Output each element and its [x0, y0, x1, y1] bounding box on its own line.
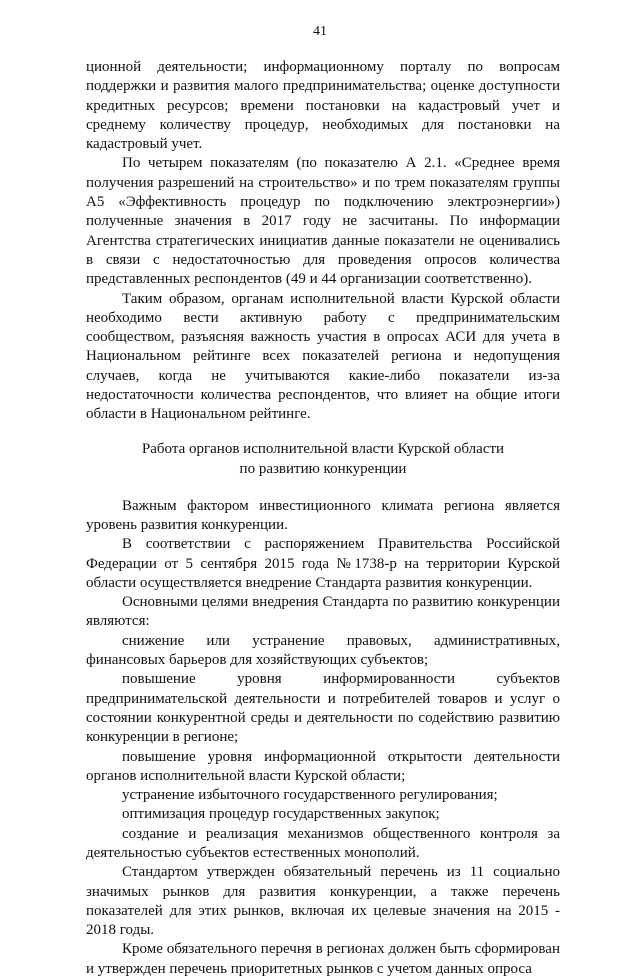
paragraph: Стандартом утвержден обязательный перечень из 11 социально значимых рынков для развития конкуренции, а также перечень показателей для этих рынков, включая их целевые значения на 2015 - 2018 годы.: [86, 864, 560, 939]
section-heading-line: по развитию конкуренции: [239, 460, 407, 477]
paragraph: ционной деятельности; информационному порталу по вопросам поддержки и развития малого предпринимательства; оценке доступности кредитных ресурсов; времени постановки на кадастровый учет и среднему количеству процедур, необходимых для постановки на кадастровый учет.: [86, 59, 560, 153]
paragraph: Таким образом, органам исполнительной власти Курской области необходимо вести активную работу с предпринимательским сообществом, разъясняя важность участия в опросах АСИ для учета в Национальном рейтинге всех показателей региона и недопущения случаев, когда не учитываются какие-либо показатели из-за недостаточности количества респондентов, что влияет на общие итоги области в Национальном рейтинге.: [86, 290, 560, 423]
paragraph: Кроме обязательного перечня в регионах должен быть сформирован и утвержден перечень приоритетных рынков с учетом данных опроса: [86, 941, 560, 977]
paragraph: Основными целями внедрения Стандарта по развитию конкуренции являются:: [86, 594, 560, 630]
list-item: снижение или устранение правовых, административных, финансовых барьеров для хозяйствующих субъектов;: [86, 632, 560, 669]
paragraph: Важным фактором инвестиционного климата региона является уровень развития конкуренции.: [86, 497, 560, 533]
document-body: [86, 58, 560, 979]
list-item: повышение уровня информационной открытости деятельности органов исполнительной власти Курской области;: [86, 748, 560, 784]
paragraph: По четырем показателям (по показателю А 2.1. «Среднее время получения разрешений на строительство» и по трем показателям группы А5 «Эффективность процедур по подключению электроэнергии») полученные значения в 2017 году не засчитаны. По информации Агентства стратегических инициатив данные показатели не оценивались в связи с недостаточностью для проведения опросов количества представленных респондентов (49 и 44 организации соответственно).: [86, 155, 560, 288]
list-item: создание и реализация механизмов общественного контроля за деятельностью субъектов естественных монополий.: [86, 825, 560, 861]
list-item: оптимизация процедур государственных закупок;: [122, 806, 440, 823]
section-heading-line: Работа органов исполнительной власти Курской области: [141, 440, 505, 457]
paragraph: В соответствии с распоряжением Правительства Российской Федерации от 5 сентября 2015 года №1738-р на территории Курской области осуществляется внедрение Стандарта развития конкуренции.: [86, 536, 560, 591]
list-item: устранение избыточного государственного регулирования;: [122, 787, 498, 804]
list-item: повышение уровня информированности субъектов предпринимательской деятельности и потребителей товаров и услуг о состоянии конкурентной среды и деятельности по содействию развитию конкуренции в регионе;: [86, 671, 560, 746]
page-number: 41: [313, 24, 327, 39]
section-heading: [86, 439, 560, 479]
